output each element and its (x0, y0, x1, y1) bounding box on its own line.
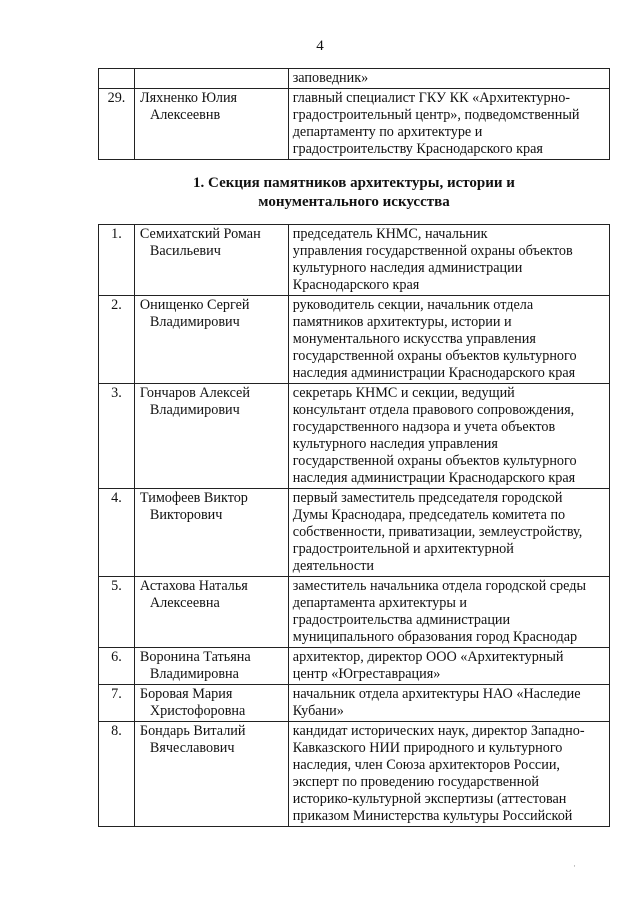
table-cell-name-empty (134, 69, 288, 89)
table-cell-description: заповедник» (288, 69, 609, 89)
row-number: 29. (99, 89, 135, 160)
member-surname-firstname: Боровая Мария (139, 686, 233, 702)
member-name (134, 225, 288, 296)
member-name (134, 296, 288, 384)
members-table-continuation (98, 68, 610, 160)
table-row (99, 296, 610, 384)
member-patronymic: Вячеславович (149, 740, 235, 756)
member-patronymic: Викторович (149, 507, 223, 523)
member-name (134, 722, 288, 827)
member-surname-firstname: Гончаров Алексей (139, 385, 250, 401)
member-patronymic: Алексеевна (149, 595, 220, 611)
scan-artifact: · (573, 861, 576, 871)
member-patronymic: Христофоровна (149, 703, 246, 719)
table-row (99, 685, 610, 722)
member-patronymic: Васильевич (149, 243, 221, 259)
section-heading (98, 174, 610, 212)
member-patronymic: Владимирович (149, 402, 240, 418)
member-name (134, 648, 288, 685)
member-position: первый заместитель председателя городской Думы Краснодара, председатель комитета по собственности, приватизации, землеустройству, градостроительной и архитектурной деятельности (288, 489, 609, 577)
member-surname-firstname: Бондарь Виталий (139, 723, 246, 739)
table-row (99, 577, 610, 648)
member-position: председатель КНМС, начальник управления государственной охраны объектов культурного наследия администрации Краснодарского края (288, 225, 609, 296)
row-number: 6. (99, 648, 135, 685)
member-patronymic: Владимирович (149, 314, 240, 330)
member-patronymic: Владимировна (149, 666, 239, 682)
row-number: 7. (99, 685, 135, 722)
member-position: архитектор, директор ООО «Архитектурный центр «Югреставрация» (288, 648, 609, 685)
table-row-continuation (99, 69, 610, 89)
section-heading-line1: 1. Секция памятников архитектуры, истории и (193, 175, 515, 191)
member-name (134, 577, 288, 648)
row-number: 1. (99, 225, 135, 296)
row-number: 5. (99, 577, 135, 648)
row-number: 2. (99, 296, 135, 384)
page-number: 4 (316, 38, 324, 54)
table-row (99, 225, 610, 296)
member-name (134, 384, 288, 489)
member-surname-firstname: Воронина Татьяна (139, 649, 251, 665)
member-position: заместитель начальника отдела городской среды департамента архитектуры и градостроительства администрации муниципального образования город Краснодар (288, 577, 609, 648)
member-name (134, 685, 288, 722)
member-surname-firstname: Тимофеев Виктор (139, 490, 248, 506)
member-position: начальник отдела архитектуры НАО «Наследие Кубани» (288, 685, 609, 722)
table-cell-num-empty (99, 69, 135, 89)
member-surname-firstname: Онищенко Сергей (139, 297, 250, 313)
table-row (99, 89, 610, 160)
section-members-table (98, 224, 610, 827)
member-patronymic: Алексеевнв (149, 107, 221, 123)
member-position: секретарь КНМС и секции, ведущий консультант отдела правового сопровождения, государственного надзора и учета объектов культурного наследия управления государственной охраны объектов культурного наследия администрации Краснодарского края (288, 384, 609, 489)
member-surname-firstname: Ляхненко Юлия (139, 90, 238, 106)
member-surname-firstname: Семихатский Роман (139, 226, 261, 242)
table-row (99, 722, 610, 827)
row-number: 8. (99, 722, 135, 827)
member-surname-firstname: Астахова Наталья (139, 578, 248, 594)
row-number: 4. (99, 489, 135, 577)
member-name (134, 89, 288, 160)
table-row (99, 648, 610, 685)
row-number: 3. (99, 384, 135, 489)
member-name (134, 489, 288, 577)
section-heading-line2: монументального искусства (258, 194, 450, 210)
table-row (99, 489, 610, 577)
table-row (99, 384, 610, 489)
member-position: кандидат исторических наук, директор Западно- Кавказского НИИ природного и культурного наследия, член Союза архитекторов России, эксперт по проведению государственной историко-культурной экспертизы (аттестован приказом Министерства культуры Российской (288, 722, 609, 827)
member-position: главный специалист ГКУ КК «Архитектурно- градостроительный центр», подведомственный департаменту по архитектуре и градостроительству Краснодарского края (288, 89, 609, 160)
member-position: руководитель секции, начальник отдела памятников архитектуры, истории и монументального искусства управления государственной охраны объектов культурного наследия администрации Краснодарского края (288, 296, 609, 384)
